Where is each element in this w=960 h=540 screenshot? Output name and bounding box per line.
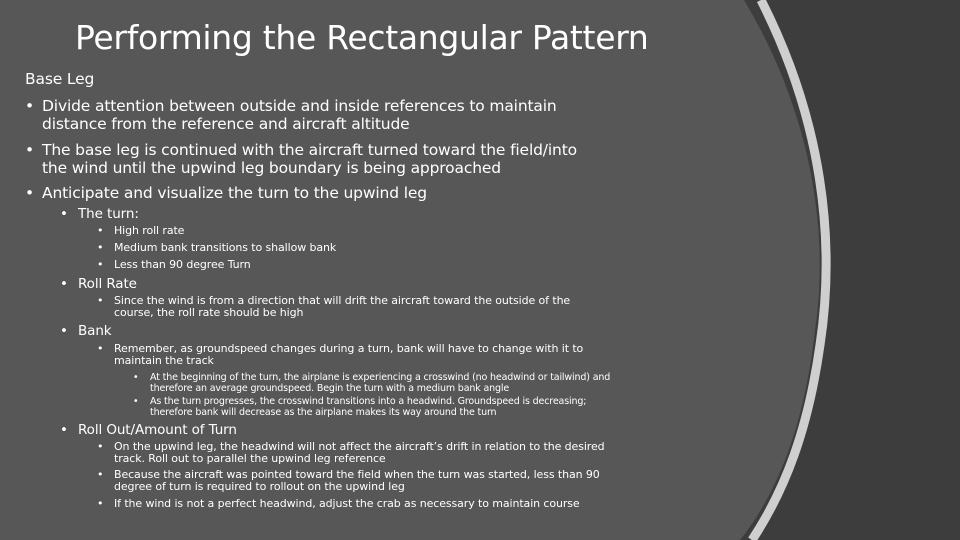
bullet: • (25, 97, 34, 115)
bullet: • (97, 224, 104, 237)
list-item-text: the wind until the upwind leg boundary is being approached (42, 159, 501, 177)
slide-title: Performing the Rectangular Pattern (75, 18, 649, 57)
list-item (97, 242, 497, 254)
bullet: • (97, 440, 104, 453)
list-item (97, 225, 497, 237)
sub-heading-the-turn (60, 206, 360, 222)
list-item (97, 469, 647, 493)
list-item-text: Roll Rate (78, 276, 137, 292)
bullet: • (97, 258, 104, 271)
bullet: • (60, 323, 68, 339)
list-item-text: Since the wind is from a direction that will drift the aircraft toward the outside of the (114, 294, 571, 307)
list-item-text: High roll rate (114, 224, 185, 237)
list-item (25, 184, 665, 202)
list-item-text: Less than 90 degree Turn (114, 258, 251, 271)
list-item (97, 498, 647, 510)
sub-heading-roll-rate (60, 276, 360, 292)
list-item-text: distance from the reference and aircraft altitude (42, 115, 410, 133)
sub-heading-bank (60, 323, 360, 339)
bullet: • (60, 422, 68, 438)
list-item (97, 441, 647, 465)
list-item-text: maintain the track (114, 354, 214, 367)
list-item (133, 396, 693, 418)
list-item-text: track. Roll out to parallel the upwind leg reference (114, 452, 386, 465)
list-item-text: Remember, as groundspeed changes during a turn, bank will have to change with it to (114, 342, 584, 355)
list-item-text: The base leg is continued with the aircraft turned toward the field/into (42, 141, 577, 159)
bullet: • (60, 206, 68, 222)
list-item (25, 97, 665, 133)
bullet: • (97, 342, 104, 355)
list-item-text: Roll Out/Amount of Turn (78, 422, 237, 438)
list-item-text: Anticipate and visualize the turn to the upwind leg (42, 184, 427, 202)
bullet: • (97, 468, 104, 481)
list-item (133, 372, 693, 394)
section-heading: Base Leg (25, 70, 95, 88)
list-item-text: At the beginning of the turn, the airplane is experiencing a crosswind (no headwind or tailwind) and (150, 372, 611, 383)
bullet: • (133, 372, 139, 383)
bullet: • (97, 497, 104, 510)
list-item-text: Because the aircraft was pointed toward the field when the turn was started, less than 90 (114, 468, 600, 481)
list-item (97, 259, 497, 271)
list-item-text: Bank (78, 323, 112, 339)
list-item-text: Divide attention between outside and inside references to maintain (42, 97, 557, 115)
list-item-text: therefore bank will decrease as the airplane makes its way around the turn (150, 407, 497, 418)
bullet: • (133, 396, 139, 407)
bullet: • (97, 241, 104, 254)
list-item-text: degree of turn is required to rollout on the upwind leg (114, 480, 405, 493)
bullet: • (60, 276, 68, 292)
bullet: • (25, 184, 34, 202)
list-item (97, 343, 637, 367)
list-item-text: Medium bank transitions to shallow bank (114, 241, 337, 254)
list-item-text: course, the roll rate should be high (114, 306, 304, 319)
list-item-text: As the turn progresses, the crosswind transitions into a headwind. Groundspeed is decreasing; (150, 396, 587, 407)
bullet: • (25, 141, 34, 159)
bullet: • (97, 294, 104, 307)
list-item-text: If the wind is not a perfect headwind, adjust the crab as necessary to maintain course (114, 497, 580, 510)
list-item-text: therefore an average groundspeed. Begin the turn with a medium bank angle (150, 383, 510, 394)
list-item (97, 295, 637, 319)
sub-heading-roll-out (60, 422, 360, 438)
list-item (25, 141, 665, 177)
list-item-text: The turn: (78, 206, 139, 222)
list-item-text: On the upwind leg, the headwind will not affect the aircraft’s drift in relation to the desired (114, 440, 605, 453)
